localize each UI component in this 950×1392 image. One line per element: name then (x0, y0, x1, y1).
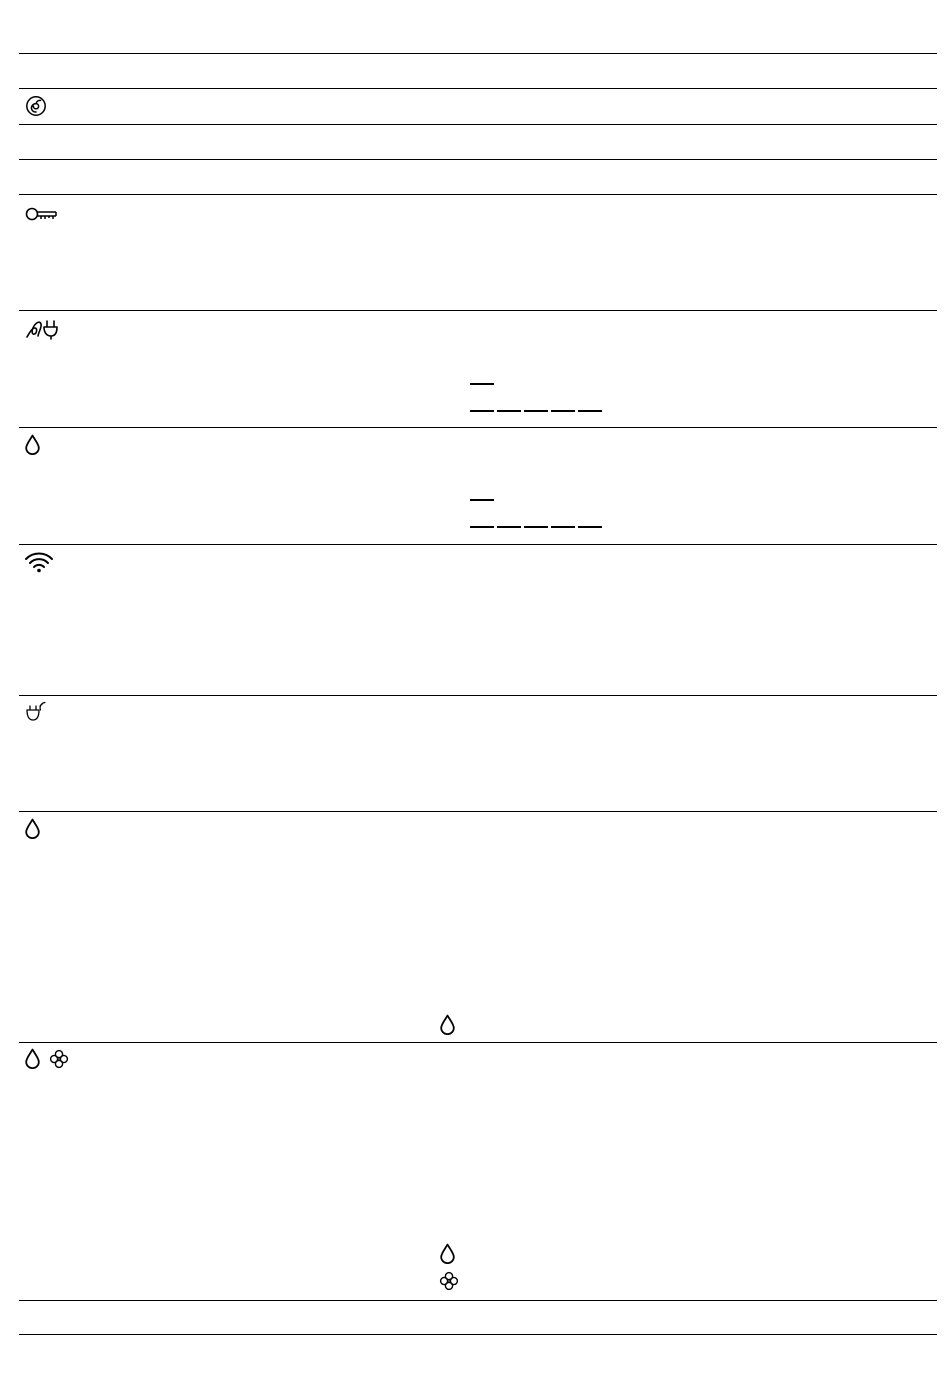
table-rule (19, 695, 937, 696)
dash-segment (551, 526, 575, 528)
dash-segment (497, 410, 521, 412)
table-rule (19, 159, 937, 160)
water-drop-icon (439, 1243, 456, 1264)
water-drop-icon (24, 434, 41, 455)
table-rule (19, 194, 937, 195)
table-rule (19, 811, 937, 812)
table-rule (19, 1042, 937, 1043)
key-icon (25, 205, 59, 223)
table-rule (19, 427, 937, 428)
table-rule (19, 1300, 937, 1301)
wifi-icon (24, 551, 54, 573)
remote-start-icon (24, 701, 48, 723)
table-rule (19, 310, 937, 311)
table-rule (19, 544, 937, 545)
dash-segment (578, 526, 602, 528)
table-rule (19, 124, 937, 125)
dash-segment (578, 410, 602, 412)
table-rule-bottom (19, 1334, 937, 1335)
table-rule (19, 88, 937, 89)
dash-segment (524, 526, 548, 528)
spiral-icon (25, 95, 47, 117)
water-drop-icon (439, 1014, 456, 1035)
water-drop-icon (24, 1048, 41, 1069)
fan-icon (49, 1049, 69, 1069)
dash-segment (524, 410, 548, 412)
fan-icon (439, 1271, 459, 1291)
descale-icon (25, 318, 61, 340)
dash-segment (470, 526, 494, 528)
dash-short (470, 499, 494, 501)
dash-short (470, 383, 494, 385)
table-rule-top (19, 53, 937, 54)
dash-segment (551, 410, 575, 412)
water-drop-icon (24, 818, 41, 839)
dash-segment (470, 410, 494, 412)
dash-segment (497, 526, 521, 528)
